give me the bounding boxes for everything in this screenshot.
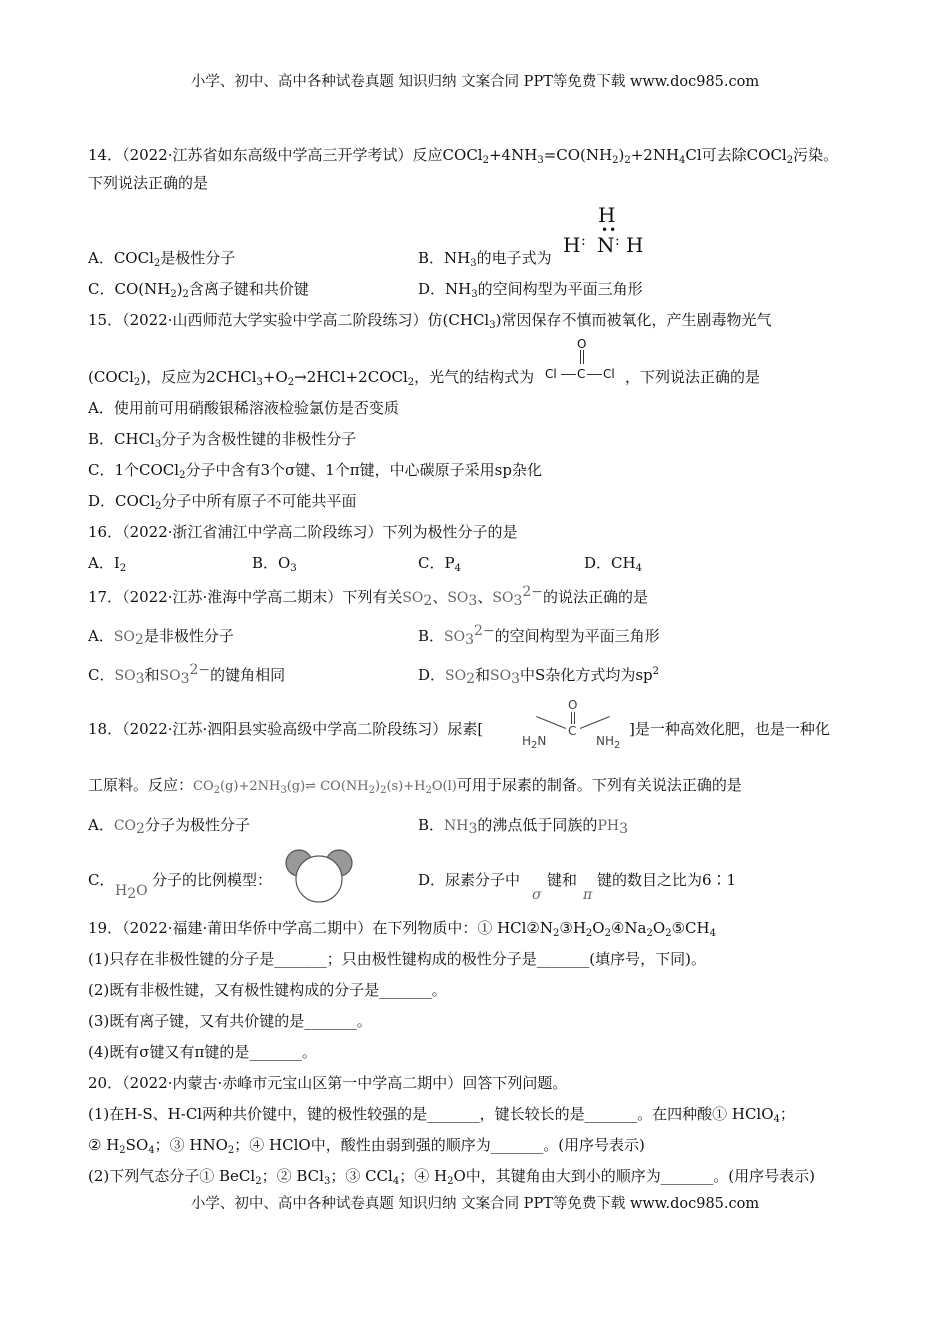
q18-option-b[interactable]: B．$NH_3$的沸点低于同族的$PH_3$ [418,816,628,837]
q15-stem-line2-end: ，下列说法正确的是 [625,368,761,386]
urea-structure: O C $H_2N$ $NH_2$ [522,698,621,751]
q16-option-a[interactable]: A．$I_2$ [88,554,127,574]
q14-stem: 14．（2022·江苏省如东高级中学高三开学考试）反应$COCl_2+4NH_3=CO(NH_2)_2+2NH_4Cl$可去除COCl$_2$污染。 [88,146,839,166]
q17-option-a[interactable]: A．$SO_2$是非极性分子 [88,627,234,648]
q19-stem: 19．（2022·福建·莆田华侨中学高二期中）在下列物质中：① $HCl②N_2③H_2O_2④Na_2O_2⑤CH_4$ [88,919,716,939]
q15-option-d[interactable]: D．COCl$_2$分子中所有原子不可能共平面 [88,492,357,512]
q17-stem: 17．（2022·江苏·淮海中学高二期末）下列有关$SO_2$、$SO_3$、$SO_3^{2-}$的说法正确的是 [88,584,649,609]
q18-stem-line2: 工原料。反应：$CO_2(g)+2NH_3(g)\rightleftharpoons$ $CO(NH_2)_2(s)+H_2O(l)$可用于尿素的制备。下列有关说法正确的是 [88,776,742,796]
q18-option-a[interactable]: A．$CO_2$分子为极性分子 [88,816,250,837]
q20-stem: 20．（2022·内蒙古·赤峰市元宝山区第一中学高二期中）回答下列问题。 [88,1074,568,1092]
q18-stem: 18．（2022·江苏·泗阳县实验高级中学高二阶段练习）尿素[ [88,720,484,738]
q20-part1: (1)在H-S、H-Cl两种共价键中，键的极性较强的是_______，键长较长的是_______。在四种酸① HClO$_4$； [88,1105,795,1125]
page-footer: 小学、初中、高中各种试卷真题 知识归纳 文案合同 PPT等免费下载 www.doc985.com [190,1196,760,1212]
q18-option-c-text: 分子的比例模型： [152,871,273,889]
nh3-electron-formula: H •• H : N : H [563,203,644,257]
q18-stem-end: ]是一种高效化肥，也是一种化 [629,720,830,738]
q19-part1: (1)只存在非极性键的分子是_______；只由极性键构成的极性分子是_______(填序号，下同)。 [88,950,706,968]
water-space-filling-model [283,847,355,905]
q17-option-b[interactable]: B．$SO_3^{2-}$的空间构型为平面三角形 [418,623,660,648]
q15-option-c[interactable]: C．1个COCl$_2$分子中含有3个σ键、1个π键，中心碳原子采用sp杂化 [88,461,542,481]
q19-part3: (3)既有离子键，又有共价键的是_______。 [88,1012,372,1030]
q14-option-d[interactable]: D．$NH_3$的空间构型为平面三角形 [418,280,643,300]
q16-option-c[interactable]: C．$P_4$ [418,554,461,574]
q20-part2: (2)下列气态分子① BeCl$_2$；② BCl$_3$；③ CCl$_4$；④ $H_2O$中，其键角由大到小的顺序为_______。(用序号表示) [88,1167,815,1187]
q17-option-c[interactable]: C．$SO_3$和$SO_3^{2-}$的键角相同 [88,662,286,687]
phosgene-structure: O Cl C Cl [545,337,615,381]
q18-equation: $CO_2(g)+2NH_3(g)\rightleftharpoons$ $CO(NH_2)_2(s)+H_2O(l)$ [193,779,457,796]
q14-option-a[interactable]: A．COCl$_2$是极性分子 [88,249,236,269]
q19-part4: (4)既有σ键又有π键的是_______。 [88,1043,317,1061]
q17-option-d[interactable]: D．$SO_2$和$SO_3$中S杂化方式均为$sp^2$ [418,666,659,687]
q18-option-d[interactable]: D．尿素分子中 [418,871,521,889]
q15-option-b[interactable]: B．CHCl$_3$分子为含极性键的非极性分子 [88,430,357,450]
q20-part1-line2: ② $H_2SO_4$；③ $HNO_2$；④ HClO中，酸性由弱到强的顺序为_______。(用序号表示) [88,1136,645,1156]
q16-option-b[interactable]: B．$O_3$ [252,554,297,574]
q18-option-c[interactable]: C． [88,871,115,889]
q19-part2: (2)既有非极性键，又有极性键构成的分子是_______。 [88,981,447,999]
q14-stem-line2: 下列说法正确的是 [88,174,209,192]
q15-stem-line2: (COCl$_2$)，反应为$2CHCl_3+O_2\to 2HCl+2COCl_2$，光气的结构式为 [88,368,535,388]
page-header: 小学、初中、高中各种试卷真题 知识归纳 文案合同 PPT等免费下载 www.doc985.com [190,74,760,90]
q16-stem: 16．（2022·浙江省浦江中学高二阶段练习）下列为极性分子的是 [88,523,518,541]
q14-option-b[interactable]: B．$NH_3$的电子式为 [418,249,552,269]
q14-option-c[interactable]: C．$CO(NH_2)_2$含离子键和共价键 [88,280,309,300]
q18-water-formula: $H_2O$ [115,883,148,902]
q15-option-a[interactable]: A．使用前可用硝酸银稀溶液检验氯仿是否变质 [88,399,399,417]
q16-option-d[interactable]: D．$CH_4$ [584,554,642,574]
q15-stem: 15．（2022·山西师范大学实验中学高二阶段练习）仿(CHCl$_3$)常因保存不慎而被氧化，产生剧毒物光气 [88,311,772,331]
